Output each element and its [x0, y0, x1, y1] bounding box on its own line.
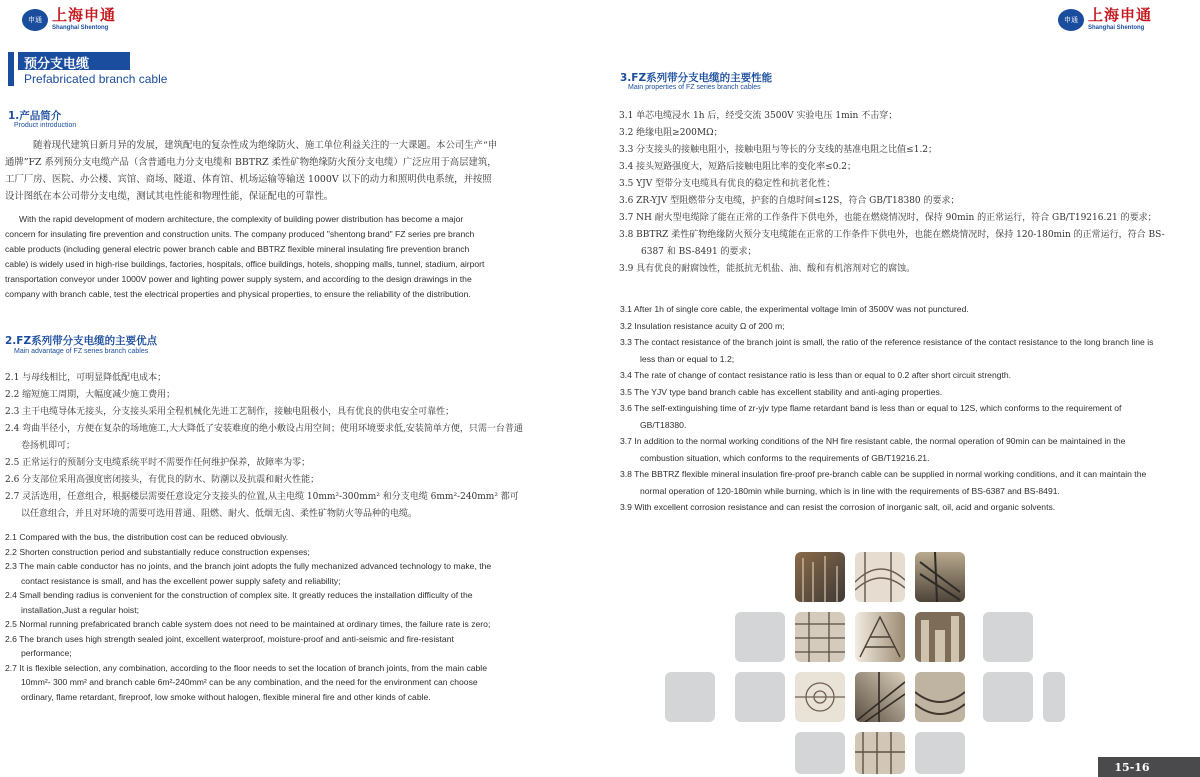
title-accent-bar — [8, 52, 14, 86]
grey-tile — [735, 612, 785, 662]
page-title-en: Prefabricated branch cable — [24, 72, 168, 86]
section1-heading-cn: 1.产品简介 — [8, 110, 62, 122]
list-item: 3.2 绝缘电阻≥200MΩ； — [619, 128, 723, 138]
page-number-strip — [1166, 757, 1200, 777]
list-item: 2.1 Compared with the bus, the distribution cost can be reduced obviously. — [5, 532, 289, 542]
cn-paragraph-line: 随着现代建筑日新月异的发展，建筑配电的复杂性成为绝缘防火、施工单位利益关注的一大课题。本公司生产“申 — [33, 140, 498, 151]
list-item: 2.7 It is flexible selection, any combination, according to the floor needs to set the location of branch joints, from the main cable 10mm²- 300 mm² and branch cable 6m²-240mm² can be any combination, and the need for the environment can choose ordinary, flame retardant, fireproof, low smoke without halogen, flexible mineral fire and other kinds of cable. — [5, 662, 487, 702]
en-paragraph-line: transportation conveyor under 1000V power and lighting power supply system, and according to the design drawings in the — [5, 274, 472, 284]
industrial-photo-tile — [855, 732, 905, 774]
list-item: 3.3 分支接头的接触电阻小，接触电阻与等长的分支线的基准电阻之比值≤1.2； — [619, 145, 938, 155]
list-item: 2.3 The main cable conductor has no joints, and the branch joint adopts the fully mechanized advanced technology to make, the contact resistance is small, and has the excellent power supply safety and reliability; — [5, 561, 492, 586]
page-number: 15-16 — [1098, 757, 1166, 777]
list-item: 2.1 与母线相比，可明显降低配电成本； — [5, 373, 167, 383]
industrial-photo-mosaic — [665, 552, 1065, 774]
list-item: 3.4 The rate of change of contact resistance ratio is less than or equal to 0.2 after short circuit strength. — [620, 370, 1012, 380]
list-item: 2.5 Normal running prefabricated branch cable system does not need to be maintained at ordinary times, the failure rate is zero; — [5, 619, 491, 629]
list-item: 3.7 In addition to the normal working conditions of the NH fire resistant cable, the normal operation of 90min can be maintained in the combustion situation, which conforms to the requirements of GB/T19216.21. — [620, 436, 1126, 463]
list-item: 3.5 The YJV type band branch cable has excellent stability and anti-aging properties. — [620, 386, 943, 397]
section2-heading-cn: 2.FZ系列带分支电缆的主要优点 — [5, 335, 158, 347]
section3-heading-en: Main properties of FZ series branch cables — [628, 84, 761, 91]
brand-logo — [1058, 8, 1152, 31]
list-item: 3.9 具有优良的耐腐蚀性，能抵抗无机盐、油、酸和有机溶剂对它的腐蚀。 — [619, 264, 916, 274]
industrial-photo-tile — [795, 612, 845, 662]
list-item: 2.6 分支部位采用高强度密闭接头，有优良的防水、防潮以及抗震和耐火性能； — [5, 475, 320, 485]
list-item: 3.3 The contact resistance of the branch joint is small, the ratio of the reference resistance of the contact resistance to the long branch line is less than or equal to 1.2; — [620, 337, 1154, 364]
list-item: 2.6 The branch uses high strength sealed joint, excellent waterproof, moisture-proof and anti-seismic and fire-resistant performance; — [5, 633, 454, 658]
section3-cn-list — [619, 108, 1179, 278]
list-item: 3.9 With excellent corrosion resistance and can resist the corrosion of inorganic salt, oil, acid and organic solvents. — [620, 502, 1056, 512]
en-paragraph-line: cable) is widely used in high-rise buildings, factories, hospitals, office buildings, hotels, shopping malls, tunnel, stadium, airport — [5, 259, 485, 269]
section2-cn-list — [5, 370, 525, 523]
section2-en-list — [5, 530, 505, 704]
logo-en: Shanghai Shentong — [1088, 25, 1145, 31]
list-item: 3.5 YJV 型带分支电缆具有优良的稳定性和抗老化性； — [619, 179, 836, 189]
list-item: 2.4 Small bending radius is convenient for the construction of complex site. It greatly reduces the installation difficulty of the installation,Just a regular hoist; — [5, 590, 473, 615]
industrial-photo-tile — [915, 612, 965, 662]
logo-cn: 上海申通 — [1088, 6, 1153, 24]
list-item: 3.6 ZR-YJV 型阻燃带分支电缆，护套的自熄时间≤12S，符合 GB/T18380 的要求； — [619, 196, 960, 206]
grey-tile — [983, 612, 1033, 662]
list-item: 2.5 正常运行的预制分支电缆系统平时不需要作任何维护保养，故障率为零； — [5, 458, 311, 468]
grey-tile — [915, 732, 965, 774]
logo-cn: 上海申通 — [52, 6, 117, 24]
list-item: 3.1 单芯电缆浸水 1h 后，经受交流 3500V 实验电压 1min 不击穿； — [619, 111, 898, 121]
cn-paragraph-line: 工厂厂房、医院、办公楼、宾馆、商场、隧道、体育馆、机场运输等输送 1000V 以下的动力和照明供电系统，并按照 — [5, 174, 492, 185]
logo-badge-icon: 申通 — [1058, 9, 1084, 31]
cn-paragraph-line: 通牌”FZ 系列预分支电缆产品（含普通电力分支电缆和 BBTRZ 柔性矿物绝缘防火预分支电缆）广泛应用于高层建筑， — [5, 157, 497, 168]
section2-heading-en: Main advantage of FZ series branch cables — [14, 348, 149, 355]
industrial-photo-tile — [915, 672, 965, 722]
list-item: 2.7 灵活选用，任意组合，根据楼层需要任意设定分支接头的位置,从主电缆 10mm²-300mm² 和分支电缆 6mm²-240mm² 都可以任意组合，并且对环境的需要可选用普通、阻燃、耐火、低烟无卤、柔性矿物防火等品种的电缆。 — [5, 492, 519, 519]
logo-badge-icon: 申通 — [22, 9, 48, 31]
list-item: 3.8 The BBTRZ flexible mineral insulation fire-proof pre-branch cable can be supplied in normal working conditions, and it can maintain the normal operation of 120-180min while burning, which is in line with the requirements of BS-6387 and BS-8491. — [620, 469, 1147, 496]
list-item: 3.2 Insulation resistance acuity Ω of 200 m; — [620, 320, 785, 331]
en-paragraph-line: concern for insulating fire prevention and construction units. The company produced "shentong brand" FZ series pre branch — [5, 229, 475, 239]
industrial-photo-tile — [795, 672, 845, 722]
brand-logo — [22, 8, 116, 31]
list-item: 2.2 Shorten construction period and substantially reduce construction expenses; — [5, 546, 310, 557]
industrial-photo-tile — [855, 552, 905, 602]
industrial-photo-tile — [795, 552, 845, 602]
industrial-photo-tile — [915, 552, 965, 602]
section1-heading-en: Product introduction — [14, 122, 77, 129]
grey-tile — [735, 672, 785, 722]
list-item: 3.6 The self-extinguishing time of zr-yjv type flame retardant band is less than or equal to 12S, which conforms to the requirement of GB/T18380. — [620, 403, 1122, 430]
grey-tile — [795, 732, 845, 774]
logo-en: Shanghai Shentong — [52, 25, 109, 31]
list-item: 3.7 NH 耐火型电缆除了能在正常的工作条件下供电外，也能在燃烧情况时，保持 90min 的正常运行，符合 GB/T19216.21 的要求； — [619, 213, 1157, 223]
list-item: 3.8 BBTRZ 柔性矿物绝缘防火预分支电缆能在正常的工作条件下供电外，也能在燃烧情况时，保持 120-180min 的正常运行，符合 BS-6387 和 BS-8491 的要求； — [619, 230, 1165, 257]
list-item: 3.1 After 1h of single core cable, the experimental voltage lmin of 3500V was not punctured. — [620, 304, 969, 314]
list-item: 2.4 弯曲半径小，方便在复杂的场地施工,大大降低了安装难度的绝小敷设占用空间；使用环境要求低,安装简单方便，只需一台普通卷扬机即可； — [5, 424, 523, 451]
page-title-cn: 预分支电缆 — [24, 57, 90, 72]
en-paragraph-line: With the rapid development of modern architecture, the complexity of building power distribution has become a major — [19, 214, 464, 224]
section1-en-text — [5, 212, 590, 302]
grey-tile — [983, 672, 1033, 722]
en-paragraph-line: cable products (including general electric power branch cable and BBTRZ flexible mineral insulating fire prevention branch — [5, 244, 470, 254]
grey-tile — [1043, 672, 1065, 722]
section3-en-list — [620, 301, 1170, 516]
section1-cn-text — [5, 137, 580, 205]
industrial-photo-tile — [855, 672, 905, 722]
grey-tile — [665, 672, 715, 722]
list-item: 2.2 缩短施工周期，大幅度减少施工费用； — [5, 390, 176, 400]
list-item: 2.3 主干电缆导体无接头，分支接头采用全程机械化先进工艺制作，接触电阻极小，具有优良的供电安全可靠性； — [5, 407, 455, 417]
section3-heading-cn: 3.FZ系列带分支电缆的主要性能 — [620, 72, 773, 84]
list-item: 3.4 接头短路强度大，短路后接触电阻比率的变化率≤0.2； — [619, 162, 857, 172]
cn-paragraph-line: 设计图纸在本公司带分支电缆，测试其电性能和物理性能，保证配电的可靠性。 — [5, 191, 334, 202]
en-paragraph-line: company with branch cable, test the electrical properties and physical properties, to ensure the reliability of the distribution. — [5, 289, 471, 299]
industrial-photo-tile — [855, 612, 905, 662]
